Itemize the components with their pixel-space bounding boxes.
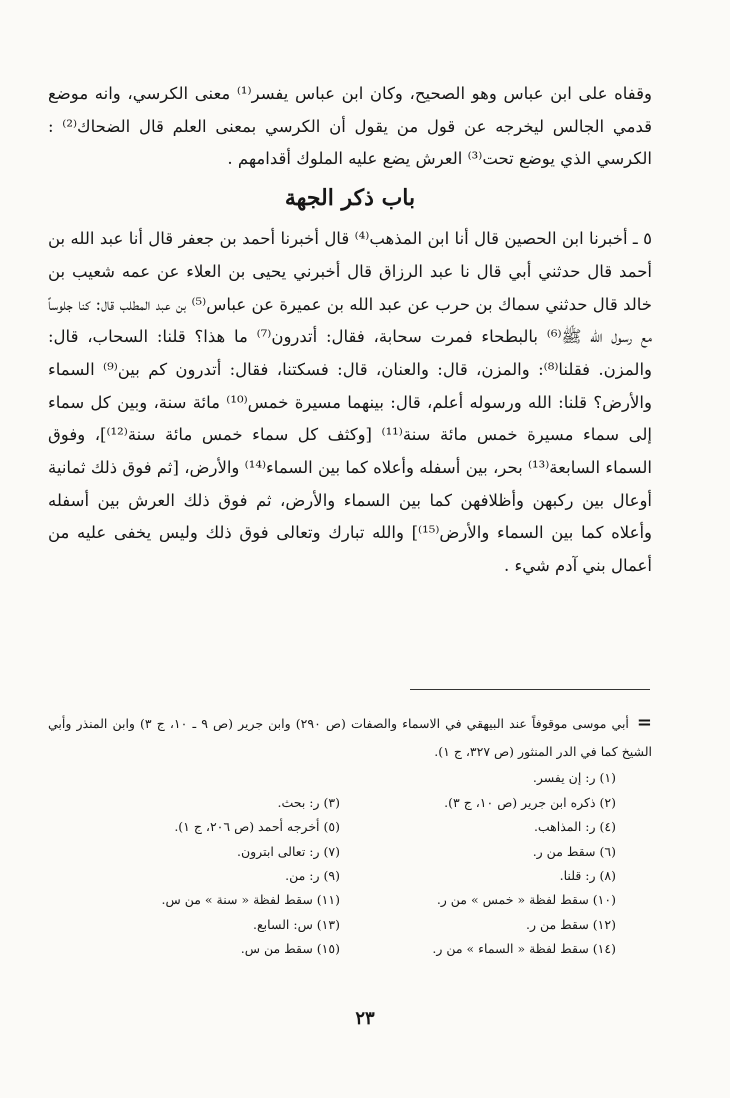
footnote-item bbox=[48, 766, 340, 790]
footnote-item: (١٠) سقط لفظة « خمس » من ر. bbox=[436, 892, 616, 908]
footnote-item: (١٤) سقط لفظة « السماء » من ر. bbox=[432, 941, 616, 957]
footnote-item: (٦) سقط من ر. bbox=[532, 843, 616, 859]
footnote-item: (٣) ر: بحث. bbox=[277, 794, 340, 810]
footnote-list bbox=[48, 766, 652, 961]
footnote-item: (٤) ر: المذاهب. bbox=[533, 819, 616, 835]
footnote-item: (٥) أخرجه أحمد (ص ٢٠٦، ج ١). bbox=[174, 819, 340, 835]
footnote-item: (١١) سقط لفظة « سنة » من س. bbox=[161, 892, 340, 908]
footnote-item: (٢) ذكره ابن جرير (ص ١٠، ج ٣). bbox=[444, 794, 616, 810]
footnote-item: (١٥) سقط من س. bbox=[240, 941, 340, 957]
continuation-mark: = bbox=[636, 712, 652, 733]
footnote-item: (٩) ر: من. bbox=[285, 867, 340, 883]
hadith-paragraph: ٥ ـ أخبرنا ابن الحصين قال أنا ابن المذهب⁽⁴⁾ قال أخبرنا أحمد بن جعفر قال أنا عبد الله بن أحمد قال حدثني أبي قال نا عبد الرزاق قال أخبرني يحيى بن العلاء عن عمه شعيب بن خالد قال حدثني سماك بن حرب عن عبد الله بن عميرة عن عباس⁽⁵⁾ بن عبد المطلب قال: كنا جلوساً مع رسول الله ﷺ⁽⁶⁾ بالبطحاء فمرت سحابة، فقال: أتدرون⁽⁷⁾ ما هذا؟ قلنا: السحاب، قال: والمزن. فقلنا⁽⁸⁾: والمزن، قال: والعنان، قال: فسكتنا، فقال: أتدرون كم بين⁽⁹⁾ السماء والأرض؟ قلنا: الله ورسوله أعلم، قال: بينهما مسيرة خمس⁽¹⁰⁾ مائة سنة، وبين كل سماء إلى سماء مسيرة خمس مائة سنة⁽¹¹⁾ [وكثف كل سماء خمس مائة سنة⁽¹²⁾]، وفوق السماء السابعة⁽¹³⁾ بحر، بين أسفله وأعلاه كما بين السماء⁽¹⁴⁾ والأرض، [ثم فوق ذلك ثمانية أوعال بين ركبهن وأظلافهن كما بين السماء والأرض، ثم فوق ذلك العرش بين أسفله وأعلاه كما بين السماء والأرض⁽¹⁵⁾] والله تبارك وتعالى فوق ذلك وليس يخفى عليه من أعمال بني آدم شيء . bbox=[48, 229, 652, 575]
footnote-separator bbox=[410, 689, 650, 690]
continuation-text: أبي موسى موقوفاً عند البيهقي في الاسماء والصفات (ص ٢٩٠) وابن جرير (ص ٩ ـ ١٠، ج ٣) وابن المنذر وأبي الشيخ كما في الدر المنثور (ص ٣٢٧، ج ١). bbox=[48, 716, 652, 760]
footnote-item: (٧) ر: تعالى ابترون. bbox=[236, 843, 340, 859]
intro-paragraph: وقفاه على ابن عباس وهو الصحيح، وكان ابن عباس يفسر⁽¹⁾ معنى الكرسي، وانه موضع قدمي الجالس ليخرجه عن قول من يقول أن الكرسي بمعنى العلم قال الضحاك⁽²⁾ : الكرسي الذي يوضع تحت⁽³⁾ العرش يضع عليه الملوك أقدامهم . bbox=[48, 84, 652, 169]
footnote-continuation bbox=[48, 705, 652, 764]
footnote-item: (١٣) س: السابع. bbox=[253, 916, 340, 932]
footnotes bbox=[48, 705, 652, 961]
footnote-item: (١٢) سقط من ر. bbox=[525, 916, 616, 932]
footnote-item: (٨) ر: قلنا. bbox=[559, 867, 616, 883]
footnote-item: (١) ر: إن يفسر. bbox=[532, 770, 616, 786]
main-text bbox=[48, 78, 652, 583]
section-heading: باب ذكر الجهة bbox=[284, 184, 416, 211]
page-number: ٢٣ bbox=[355, 1008, 375, 1029]
